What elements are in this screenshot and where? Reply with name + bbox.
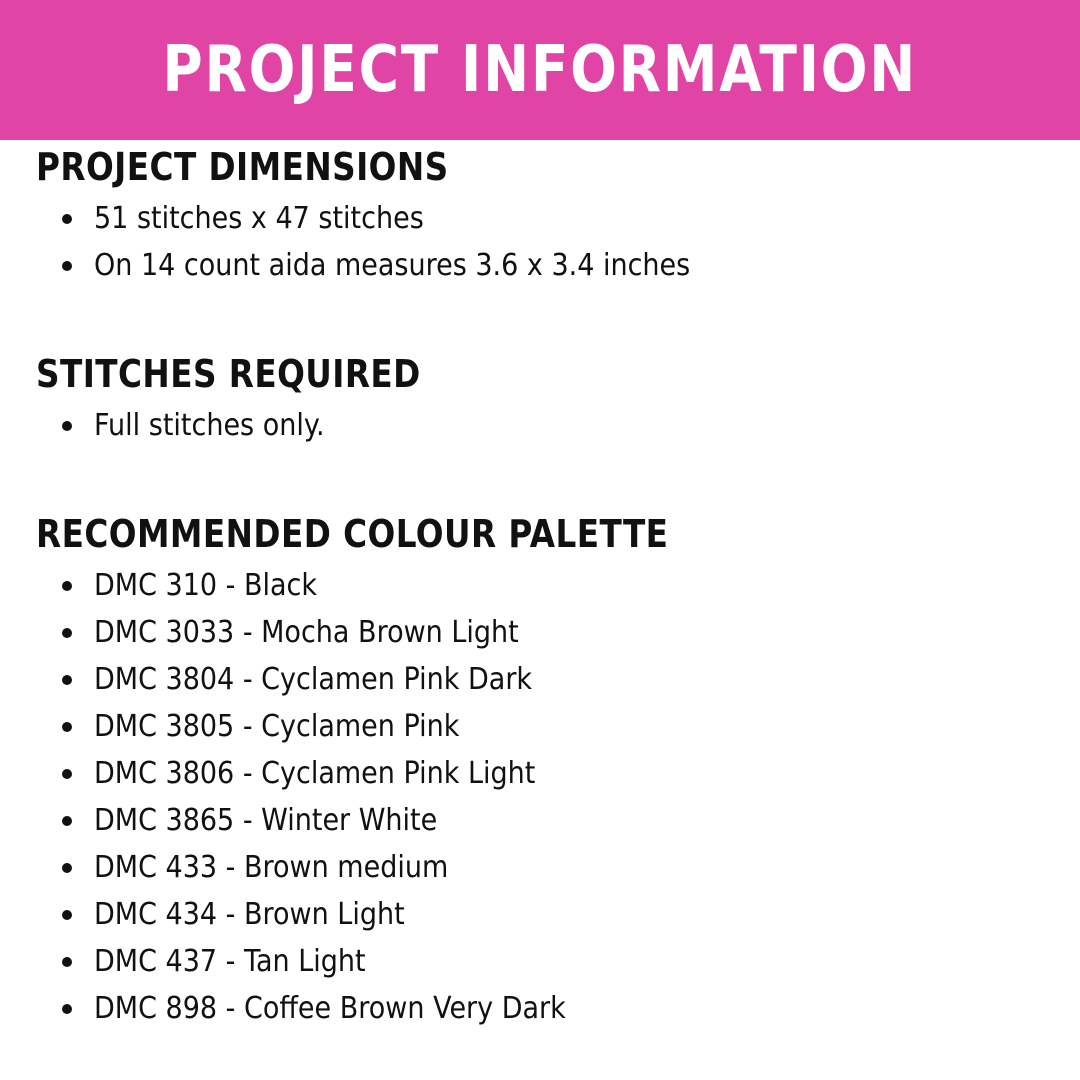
list-item (36, 656, 771, 703)
bullet-icon (62, 581, 72, 591)
page-title: PROJECT INFORMATION (162, 33, 918, 107)
bullet-icon (62, 863, 72, 873)
list-item-text: 51 stitches x 47 stitches (94, 201, 424, 236)
bullet-icon (62, 722, 72, 732)
list-item-text: DMC 3865 - Winter White (94, 803, 438, 838)
list-item (36, 891, 771, 938)
list-item-text: DMC 3805 - Cyclamen Pink (94, 709, 460, 744)
list-item (36, 703, 771, 750)
list-item-text: DMC 310 - Black (94, 568, 318, 603)
list-item-text: On 14 count aida measures 3.6 x 3.4 inches (94, 248, 691, 283)
list-item (36, 938, 771, 985)
bullet-icon (62, 214, 72, 224)
section-heading-palette: RECOMMENDED COLOUR PALETTE (36, 512, 669, 556)
list-item-text: DMC 3033 - Mocha Brown Light (94, 615, 519, 650)
colour-palette-section (36, 512, 771, 1032)
bullet-icon (62, 957, 72, 967)
bullet-icon (62, 421, 72, 431)
dimensions-list (36, 195, 756, 289)
section-heading-dimensions: PROJECT DIMENSIONS (36, 145, 449, 189)
list-item (36, 562, 771, 609)
list-item (36, 985, 771, 1032)
list-item (36, 195, 756, 242)
bullet-icon (62, 910, 72, 920)
stitches-required-section (36, 352, 483, 449)
bullet-icon (62, 1004, 72, 1014)
section-heading-stitches: STITCHES REQUIRED (36, 352, 421, 396)
bullet-icon (62, 261, 72, 271)
list-item-text: DMC 433 - Brown medium (94, 850, 449, 885)
list-item (36, 797, 771, 844)
list-item-text: DMC 434 - Brown Light (94, 897, 405, 932)
list-item (36, 844, 771, 891)
list-item-text: DMC 437 - Tan Light (94, 944, 366, 979)
list-item-text: Full stitches only. (94, 408, 325, 443)
list-item (36, 402, 483, 449)
title-banner (0, 0, 1080, 140)
bullet-icon (62, 675, 72, 685)
list-item (36, 242, 756, 289)
list-item (36, 609, 771, 656)
list-item-text: DMC 3804 - Cyclamen Pink Dark (94, 662, 533, 697)
palette-list (36, 562, 771, 1032)
list-item-text: DMC 3806 - Cyclamen Pink Light (94, 756, 536, 791)
bullet-icon (62, 769, 72, 779)
bullet-icon (62, 816, 72, 826)
bullet-icon (62, 628, 72, 638)
project-dimensions-section (36, 145, 756, 289)
list-item-text: DMC 898 - Coffee Brown Very Dark (94, 991, 566, 1026)
stitches-list (36, 402, 483, 449)
list-item (36, 750, 771, 797)
